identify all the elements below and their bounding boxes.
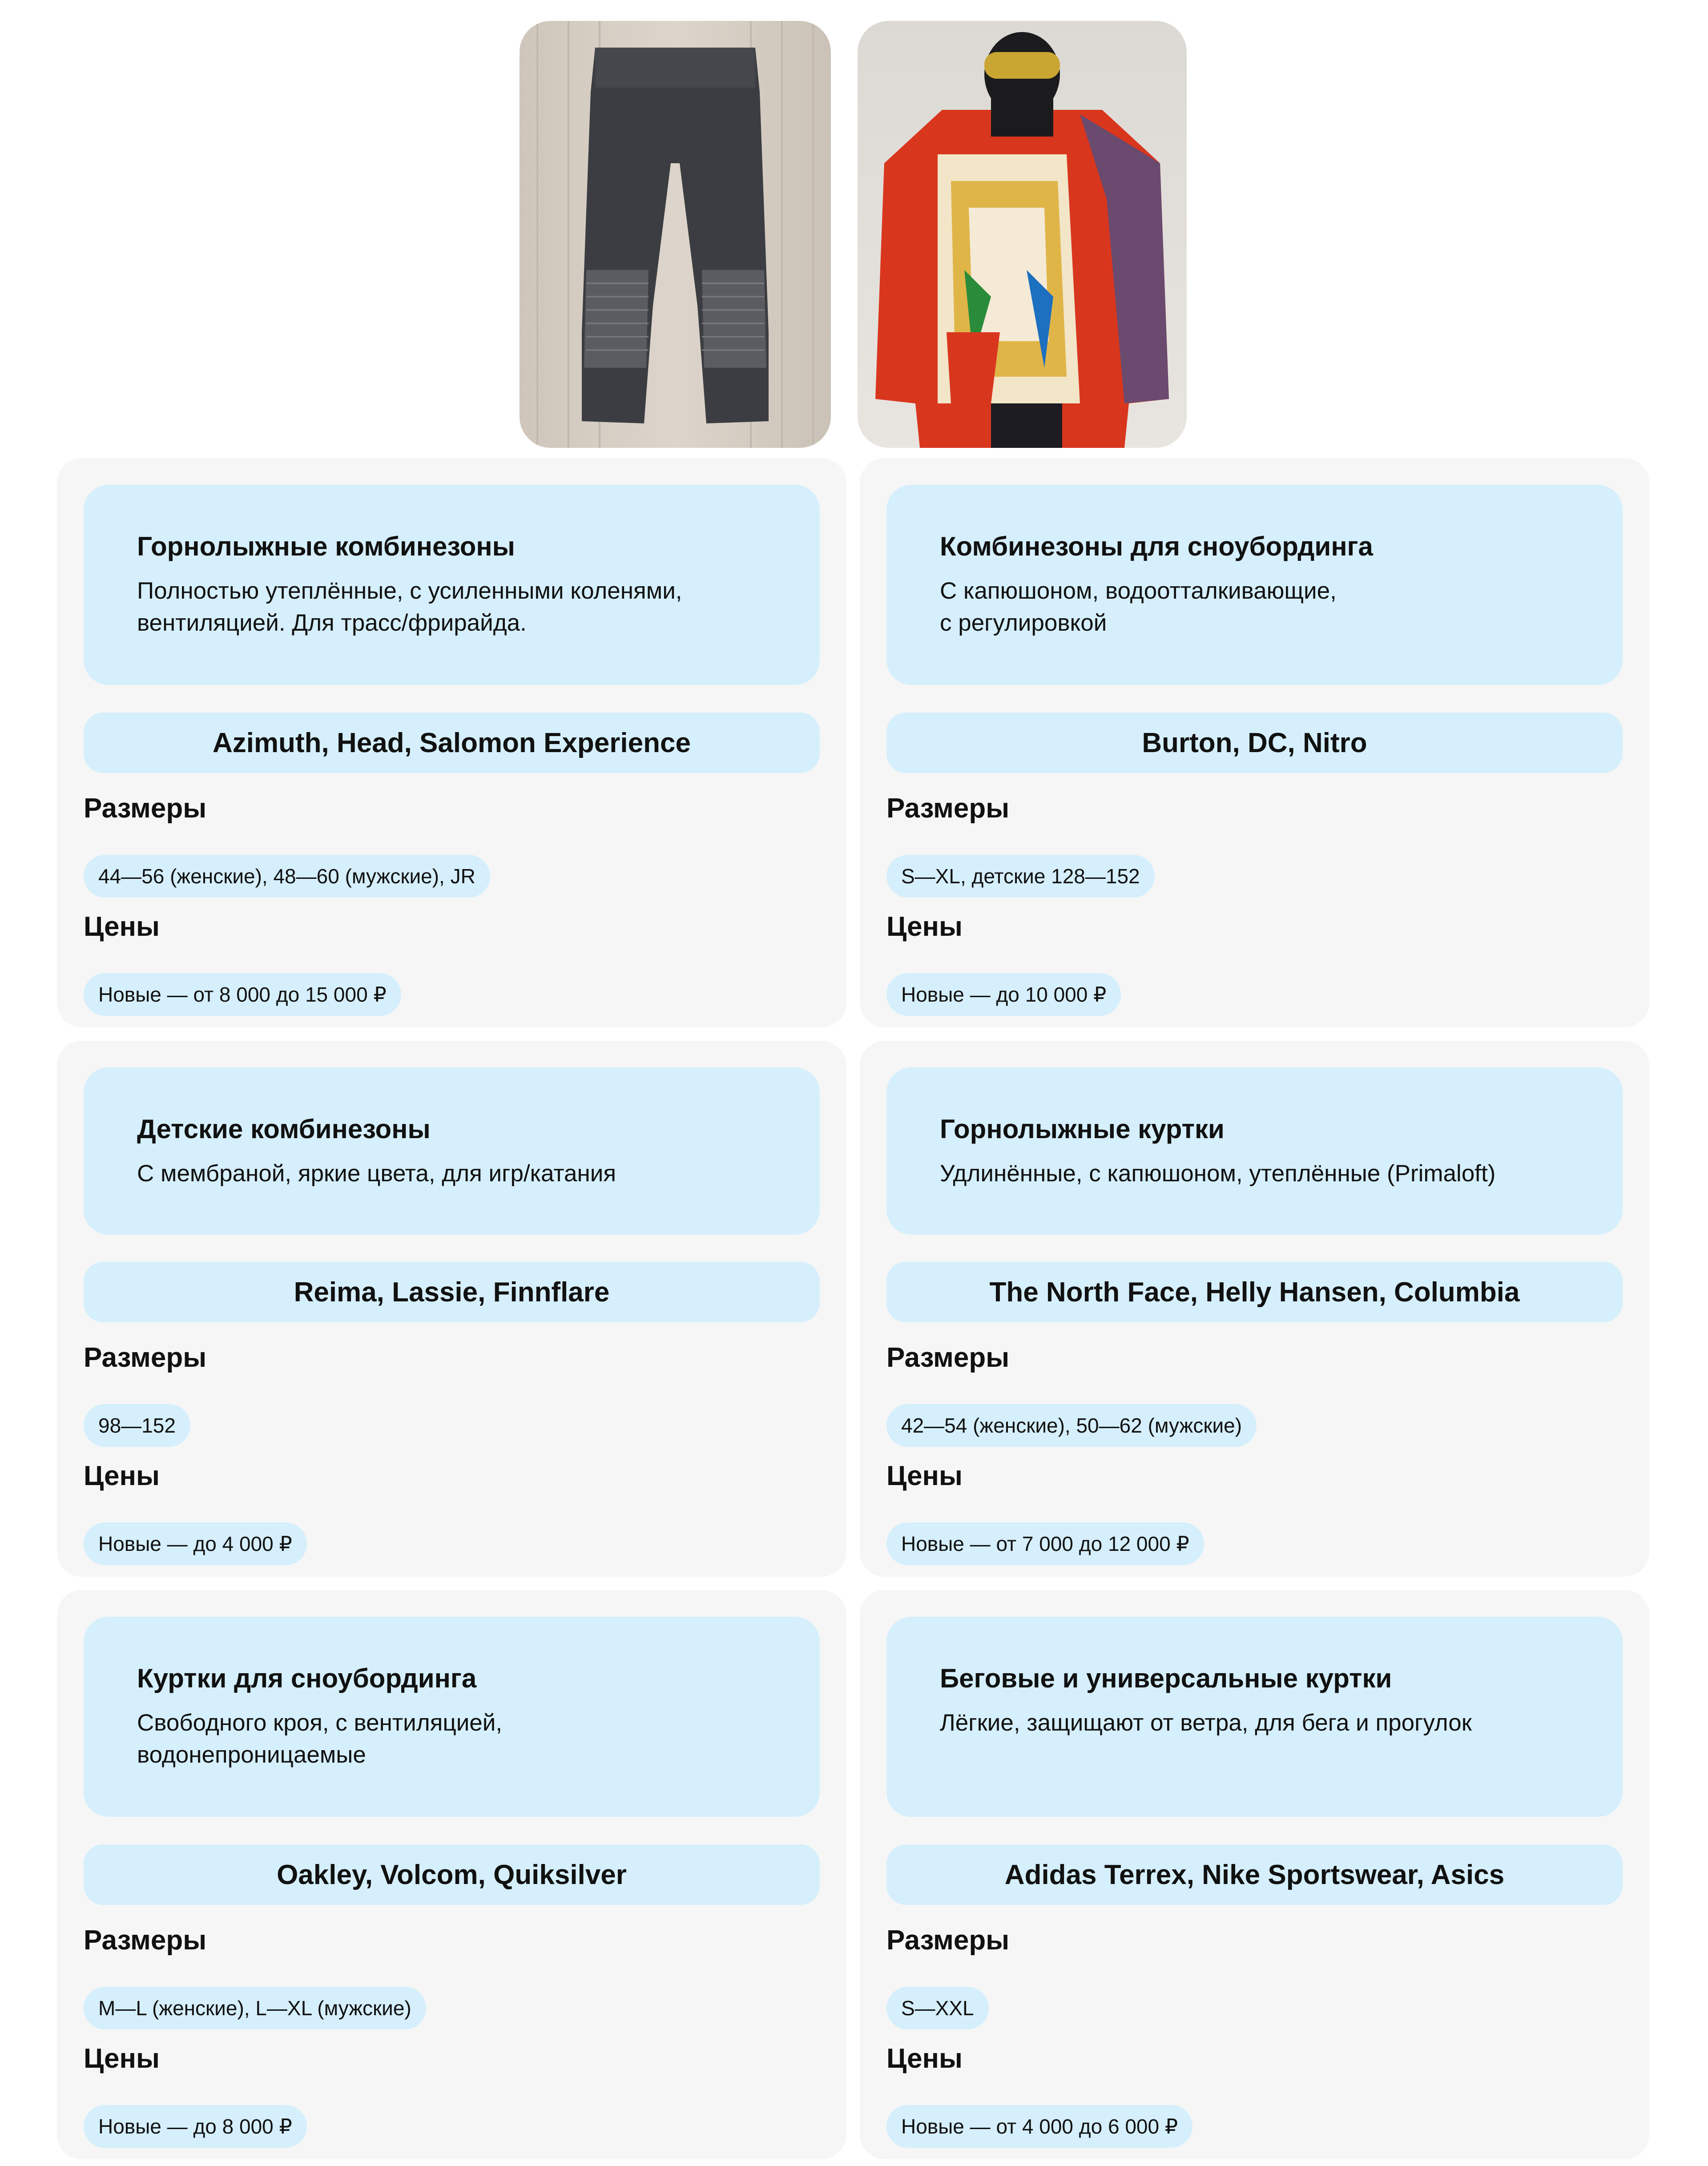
description-box: [886, 1067, 1623, 1235]
product-card-kids-suits: [57, 1041, 846, 1577]
product-card-ski-jackets: [860, 1041, 1649, 1577]
sizes-label: Размеры: [84, 793, 207, 824]
brands-banner: Reima, Lassie, Finnflare: [84, 1262, 820, 1322]
prices-pill: Новые — до 10 000 ₽: [886, 973, 1121, 1016]
card-title: Беговые и универсальные куртки: [940, 1663, 1392, 1693]
prices-label: Цены: [84, 2043, 160, 2074]
card-description: Лёгкие, защищают от ветра, для бега и прогулок: [940, 1710, 1472, 1736]
description-box: [84, 1067, 820, 1235]
product-photo-pants: [520, 21, 831, 448]
description-box: [84, 1617, 820, 1817]
sizes-pill: M—L (женские), L—XL (мужские): [84, 1987, 426, 2029]
product-card-ski-suits: [57, 458, 846, 1027]
brands-banner: Oakley, Volcom, Quiksilver: [84, 1844, 820, 1905]
card-description: С капюшоном, водоотталкивающие, с регулировкой: [940, 578, 1337, 636]
prices-pill: Новые — от 8 000 до 15 000 ₽: [84, 973, 401, 1016]
prices-label: Цены: [886, 911, 963, 942]
prices-pill: Новые — до 4 000 ₽: [84, 1522, 307, 1565]
card-title: Детские комбинезоны: [137, 1114, 431, 1144]
brands-banner: Burton, DC, Nitro: [886, 713, 1623, 773]
card-title: Куртки для сноубординга: [137, 1663, 477, 1693]
sizes-label: Размеры: [886, 1342, 1010, 1373]
sizes-pill: 44—56 (женские), 48—60 (мужские), JR: [84, 855, 490, 898]
card-title: Горнолыжные куртки: [940, 1114, 1225, 1144]
prices-label: Цены: [886, 1461, 963, 1491]
description-box: [84, 485, 820, 685]
product-card-snowboard-suits: [860, 458, 1649, 1027]
sizes-label: Размеры: [84, 1342, 207, 1373]
sizes-pill: S—XL, детские 128—152: [886, 855, 1155, 898]
sizes-pill: 98—152: [84, 1404, 190, 1447]
brands-banner: The North Face, Helly Hansen, Columbia: [886, 1262, 1623, 1322]
prices-label: Цены: [84, 1461, 160, 1491]
card-description: С мембраной, яркие цвета, для игр/катания: [137, 1160, 616, 1187]
brands-banner: Azimuth, Head, Salomon Experience: [84, 713, 820, 773]
sizes-pill: 42—54 (женские), 50—62 (мужские): [886, 1404, 1257, 1447]
description-box: [886, 485, 1623, 685]
card-description: Удлинённые, с капюшоном, утеплённые (Primaloft): [940, 1160, 1496, 1187]
card-title: Горнолыжные комбинезоны: [137, 531, 515, 561]
prices-pill: Новые — до 8 000 ₽: [84, 2105, 307, 2148]
product-card-snowboard-jackets: [57, 1590, 846, 2159]
sizes-pill: S—XXL: [886, 1987, 989, 2029]
card-description: Свободного кроя, с вентиляцией, водонепроницаемые: [137, 1710, 503, 1768]
sizes-label: Размеры: [886, 1925, 1010, 1956]
card-description: Полностью утеплённые, с усиленными коленями, вентиляцией. Для трасс/фрирайда.: [137, 578, 682, 636]
prices-pill: Новые — от 4 000 до 6 000 ₽: [886, 2105, 1192, 2148]
sizes-label: Размеры: [886, 793, 1010, 824]
card-title: Комбинезоны для сноубординга: [940, 531, 1373, 561]
product-photo-jacket: [858, 21, 1187, 448]
description-box: [886, 1617, 1623, 1817]
prices-pill: Новые — от 7 000 до 12 000 ₽: [886, 1522, 1204, 1565]
prices-label: Цены: [84, 911, 160, 942]
brands-banner: Adidas Terrex, Nike Sportswear, Asics: [886, 1844, 1623, 1905]
prices-label: Цены: [886, 2043, 963, 2074]
product-card-running-jackets: [860, 1590, 1649, 2159]
sizes-label: Размеры: [84, 1925, 207, 1956]
